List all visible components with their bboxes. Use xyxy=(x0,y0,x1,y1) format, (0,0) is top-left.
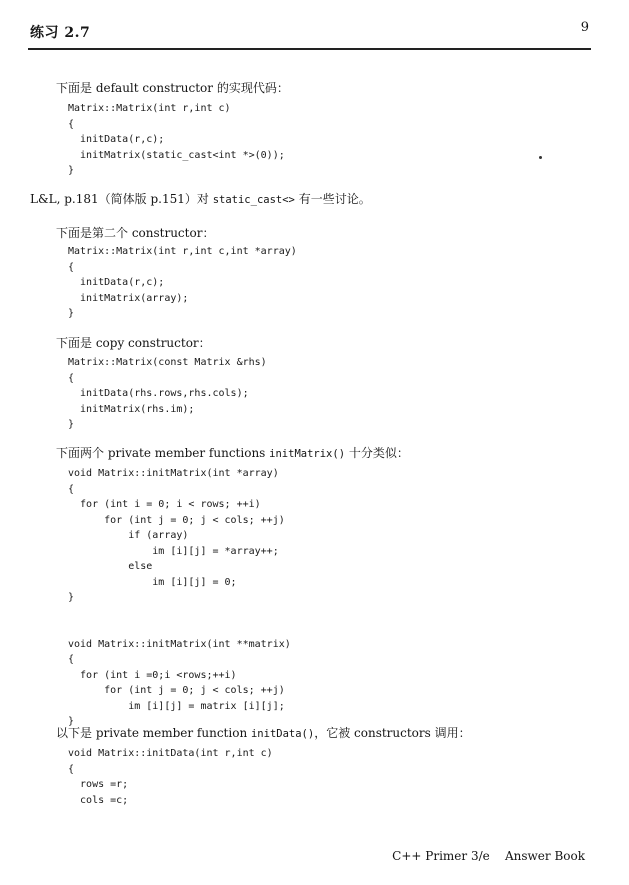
code-init-data: void Matrix::initData(int r,int c) { rows =r; cols =c; xyxy=(68,748,273,806)
header-rule xyxy=(28,48,591,50)
running-footer: C++ Primer 3/e Answer Book xyxy=(392,849,585,863)
intro-init-data-before: 以下是 private member function xyxy=(56,726,251,740)
intro-init-matrix-code: initMatrix() xyxy=(269,448,346,460)
code-init-matrix: void Matrix::initMatrix(int *array) { for (int i = 0; i < rows; ++i) for (int j = 0; j < cols; ++j) if (array) im [i][j] = *array++; else im [i][j] = 0; } void Matrix::initMatrix(int **matrix) { for (int i =0;i <rows;++i) for (int j = 0; j < cols; ++j) im [i][j] = matrix [i][j]; } xyxy=(68,468,291,727)
page-number: 9 xyxy=(580,20,589,35)
intro-init-data-after: ，它被 constructors 调用： xyxy=(314,726,471,740)
static-cast-note xyxy=(30,190,371,207)
intro-copy-constructor: 下面是 copy constructor： xyxy=(56,336,211,350)
intro-init-matrix xyxy=(56,444,409,461)
intro-init-matrix-after: 十分类似： xyxy=(345,446,409,460)
intro-init-matrix-before: 下面两个 private member functions xyxy=(56,446,270,460)
intro-default-constructor: 下面是 default constructor 的实现代码： xyxy=(56,81,289,95)
note-text-after: 有一些讨论。 xyxy=(294,192,371,206)
running-header: 练习 2.7 xyxy=(30,25,91,41)
code-copy-constructor: Matrix::Matrix(const Matrix &rhs) { initData(rhs.rows,rhs.cols); initMatrix(rhs.im); } xyxy=(68,357,267,430)
intro-init-data-code: initData() xyxy=(250,728,315,740)
note-code: static_cast<> xyxy=(212,194,295,206)
intro-init-data xyxy=(56,724,471,741)
code-default-constructor: Matrix::Matrix(int r,int c) { initData(r,c); initMatrix(static_cast<int *>(0)); } xyxy=(68,103,285,176)
scan-speck xyxy=(539,156,542,159)
intro-second-constructor: 下面是第二个 constructor： xyxy=(56,226,215,240)
code-second-constructor: Matrix::Matrix(int r,int c,int *array) { initData(r,c); initMatrix(array); } xyxy=(68,246,297,319)
note-text-before: L&L, p.181（简体版 p.151）对 xyxy=(30,192,213,206)
